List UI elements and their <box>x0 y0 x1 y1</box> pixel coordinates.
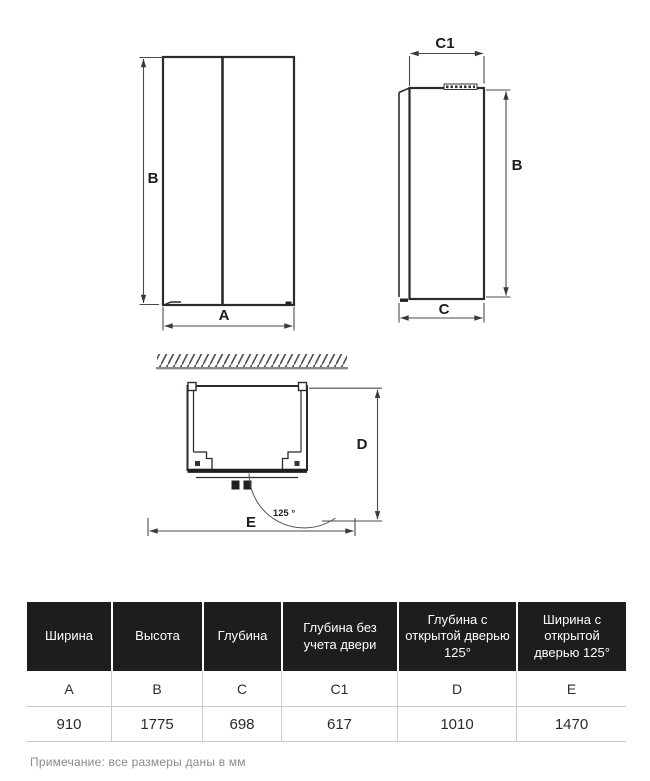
header-cell-depth-open: Глубина с открытой дверью 125° <box>397 602 516 671</box>
top-right-rear-hinge <box>299 383 307 391</box>
center-hinge-left <box>232 481 240 490</box>
units-note: Примечание: все размеры даны в мм <box>30 755 246 769</box>
value-cell-c: 698 <box>202 707 281 742</box>
front-width-label: A <box>218 307 230 324</box>
value-cell-b: 1775 <box>111 707 202 742</box>
side-door-top-bevel <box>399 88 410 93</box>
side-depth-label: C <box>438 301 450 318</box>
side-door-depth-dimension <box>410 54 485 87</box>
open-depth-dimension <box>309 388 382 521</box>
front-view <box>140 57 295 331</box>
letter-cell-c: C <box>202 671 281 707</box>
letter-cell-e: E <box>516 671 626 707</box>
value-cell-a: 910 <box>27 707 111 742</box>
top-right-hinge-pin <box>295 461 300 466</box>
side-height-label: B <box>511 157 523 174</box>
front-body <box>163 57 294 305</box>
open-depth-label: D <box>356 436 368 453</box>
door-angle-label: 125 ° <box>272 508 296 519</box>
value-cell-e: 1470 <box>516 707 626 742</box>
top-left-hinge-pin <box>195 461 200 466</box>
door-swing-arc <box>249 474 336 528</box>
letter-cell-b: B <box>111 671 202 707</box>
open-width-label: E <box>245 514 257 531</box>
front-right-foot <box>286 302 292 305</box>
header-cell-width: Ширина <box>27 602 111 671</box>
top-left-rear-hinge <box>188 383 196 391</box>
side-foot <box>400 299 408 302</box>
letter-cell-c1: C1 <box>281 671 397 707</box>
side-height-dimension <box>486 90 511 297</box>
value-cell-d: 1010 <box>397 707 516 742</box>
header-cell-width-open: Ширина с открытой дверью 125° <box>516 602 626 671</box>
side-door-depth-label: C1 <box>435 35 455 52</box>
letter-cell-a: A <box>27 671 111 707</box>
wall-hatch <box>157 354 347 368</box>
front-height-label: B <box>147 170 159 187</box>
value-cell-c1: 617 <box>281 707 397 742</box>
letter-cell-d: D <box>397 671 516 707</box>
header-cell-depth: Глубина <box>202 602 281 671</box>
header-cell-height: Высота <box>111 602 202 671</box>
side-view <box>399 35 523 323</box>
dimensions-table <box>27 602 626 742</box>
side-body <box>410 88 485 299</box>
header-cell-depth-no-door: Глубина без учета двери <box>281 602 397 671</box>
